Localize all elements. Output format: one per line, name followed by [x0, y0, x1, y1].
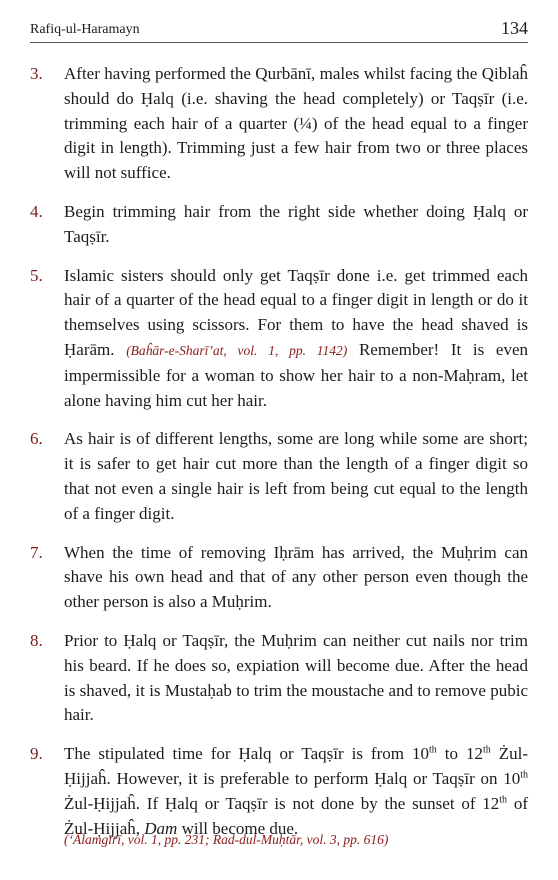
item-text-part: will become due.: [177, 818, 299, 838]
item-text-part: The stipulated time for Ḥalq or Taqṣīr is from 10: [64, 744, 429, 764]
list-item: [30, 427, 528, 526]
item-number: 9.: [30, 744, 43, 764]
inline-citation: (Baĥār-e-Sharī’at, vol. 1, pp. 1142): [126, 342, 348, 358]
list-item: [30, 200, 528, 250]
emphasis-term: Dam: [144, 818, 178, 838]
item-text: Prior to Ḥalq or Taqṣīr, the Muḥrim can neither cut nails nor trim his beard. If he does so, expiation will become due. After the head is shaved, it is Mustaḥab to trim the moustache and to remove pubic hair.: [64, 630, 528, 725]
list-item: [30, 629, 528, 728]
item-text: When the time of removing Iḥrām has arrived, the Muḥrim can shave his own head and that of any other person even though the other person is also a Muḥrim.: [64, 542, 528, 612]
list-item: [30, 541, 528, 615]
item-text: Begin trimming hair from the right side whether doing Ḥalq or Taqṣīr.: [64, 201, 528, 246]
book-title: Rafiq-ul-Haramayn: [30, 22, 140, 37]
ordinal-suffix: th: [428, 744, 437, 756]
item-text: After having performed the Qurbānī, males whilst facing the Qiblaĥ should do Ḥalq (i.e. shaving the head completely) or Taqṣīr (i.e. trimming each hair of a quarter (¼) of the head equal to a finger digit in length). Trimming just a few hair from two or three places will not suffice.: [64, 64, 528, 183]
footer-citation: (‘Ālamgīrī, vol. 1, pp. 231; Rad-dul-Muḥtār, vol. 3, pp. 616): [64, 832, 389, 847]
item-number: 8.: [30, 630, 43, 650]
item-text-part: to 12: [436, 744, 483, 764]
item-text-part: Żul-Ḥijjaĥ. However, it is preferable to perform Ḥalq or Taqṣīr on 10: [64, 744, 528, 788]
item-number: 3.: [30, 64, 43, 83]
ordinal-suffix: th: [482, 744, 491, 756]
item-number: 4.: [30, 201, 43, 221]
running-header: [30, 14, 528, 43]
numbered-list: [30, 62, 528, 855]
item-text-continued: Remember! It is even impermissible for a woman to show her hair to a non-Maḥram, let alone having him cut her hair.: [64, 339, 529, 410]
item-number: 7.: [30, 542, 43, 562]
ordinal-suffix: th: [499, 794, 508, 806]
item-number: 5.: [30, 265, 43, 285]
list-item: [30, 264, 528, 414]
item-text: Islamic sisters should only get Taqṣīr done i.e. get trimmed each hair of a quarter of the head equal to a finger digit in length or do it themselves using scissors. For them to have the head shaved is Ḥarām.: [64, 265, 528, 359]
item-text-part: of Żul-Ḥijjaĥ,: [64, 793, 528, 838]
item-text: As hair is of different lengths, some are long while some are short; it is safer to get hair cut more than the length of a finger digit so that not even a single hair is left from being cut equal to the length of a finger digit.: [64, 429, 528, 523]
item-text-part: Żul-Ḥijjaĥ. If Ḥalq or Taqṣīr is not done by the sunset of 12: [64, 793, 500, 813]
item-number: 6.: [30, 429, 43, 449]
list-item: [30, 62, 528, 186]
list-item: [30, 742, 528, 841]
ordinal-suffix: th: [520, 769, 528, 781]
page-number: 134: [501, 18, 528, 38]
